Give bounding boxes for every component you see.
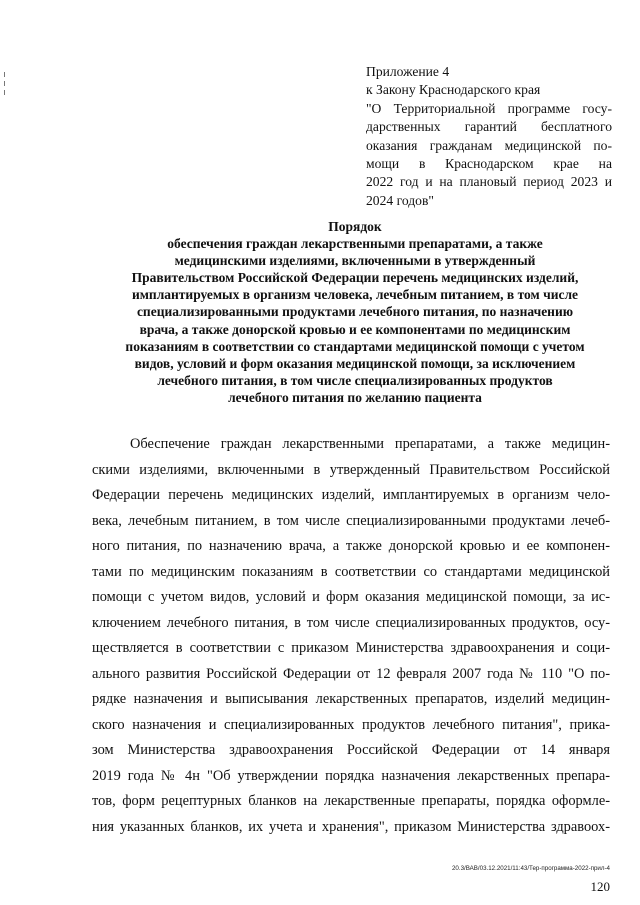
title-line: специализированными продуктами лечебного питания, по назначению bbox=[136, 304, 574, 320]
title-line: лечебного питания по желанию пациента bbox=[228, 389, 482, 405]
body-line: тов, форм рецептурных бланков на лекарственные препараты, порядка оформле- bbox=[92, 793, 610, 809]
appendix-line: 2024 годов" bbox=[366, 192, 434, 208]
body-line: зом Министерства здравоохранения Российской Федерации от 14 января bbox=[92, 742, 610, 758]
appendix-header bbox=[366, 63, 612, 210]
body-line: ного питания, по назначению врача, а также донорской кровью и ее компонен- bbox=[92, 538, 610, 554]
title-line: видов, условий и форм оказания медицинской помощи, за исключением bbox=[134, 355, 576, 371]
body-paragraph bbox=[92, 432, 610, 840]
body-line: тами по медицинским показаниям в соответствии со стандартами медицинской bbox=[92, 563, 610, 580]
page-number: 120 bbox=[590, 879, 610, 894]
body-line: ключением лечебного питания, в том числе специализированных продуктов, осу- bbox=[92, 614, 610, 631]
appendix-line: 2022 год и на плановый период 2023 и bbox=[366, 174, 612, 190]
body-line: ального развития Российской Федерации от 12 февраля 2007 года № 110 "О по- bbox=[92, 665, 610, 682]
title-line: лечебного питания, в том числе специализированных продуктов bbox=[157, 372, 553, 388]
title-line: врача, а также донорской кровью и ее компонентами по медицинским bbox=[139, 321, 571, 337]
appendix-line: Приложение 4 bbox=[366, 64, 450, 79]
document-title bbox=[95, 218, 615, 406]
body-line: Федерации перечень медицинских изделий, имплантируемых в организм чело- bbox=[92, 487, 610, 503]
binding-hole-marks bbox=[4, 72, 6, 96]
body-line: Обеспечение граждан лекарственными препаратами, а также медицин- bbox=[130, 436, 610, 452]
title-line: обеспечения граждан лекарственными препаратами, а также bbox=[167, 236, 543, 252]
document-code: 20.3/ВАВ/03.12.2021/11:43/Тер-программа-2022-прил-4 bbox=[451, 865, 610, 872]
appendix-line: оказания гражданам медицинской по- bbox=[366, 137, 612, 153]
body-line: рядке назначения и выписывания лекарственных препаратов, изделий медицин- bbox=[92, 691, 610, 707]
body-line: века, лечебным питанием, в том числе специализированными продуктами лечеб- bbox=[92, 512, 610, 529]
appendix-line: мощи в Краснодарском крае на bbox=[366, 156, 612, 172]
appendix-line: "О Территориальной программе госу- bbox=[366, 100, 612, 116]
body-line: помощи с учетом видов, условий и форм оказания медицинской помощи, за ис- bbox=[92, 589, 610, 605]
title-line: имплантируемых в организм человека, лечебным питанием, в том числе bbox=[131, 287, 579, 303]
body-line: 2019 года № 4н "Об утверждении порядка назначения лекарственных препара- bbox=[92, 767, 610, 784]
appendix-line: к Закону Краснодарского края bbox=[366, 82, 541, 98]
body-line: ществляется в соответствии с приказом Министерства здравоохранения и соци- bbox=[92, 640, 610, 656]
body-line: скими изделиями, включенными в утвержденный Правительством Российской bbox=[92, 461, 610, 478]
body-line: ния указанных бланков, их учета и хранения", приказом Министерства здравоох- bbox=[92, 818, 610, 835]
title-line: медицинскими изделиями, включенными в утвержденный bbox=[174, 253, 536, 269]
appendix-line: дарственных гарантий бесплатного bbox=[366, 119, 612, 135]
title-line: Порядок bbox=[328, 219, 382, 234]
body-line: ского назначения и специализированных продуктов лечебного питания", прика- bbox=[92, 716, 610, 733]
title-line: Правительством Российской Федерации перечень медицинских изделий, bbox=[131, 270, 579, 286]
title-line: показаниям в соответствии со стандартами медицинской помощи с учетом bbox=[125, 338, 585, 354]
